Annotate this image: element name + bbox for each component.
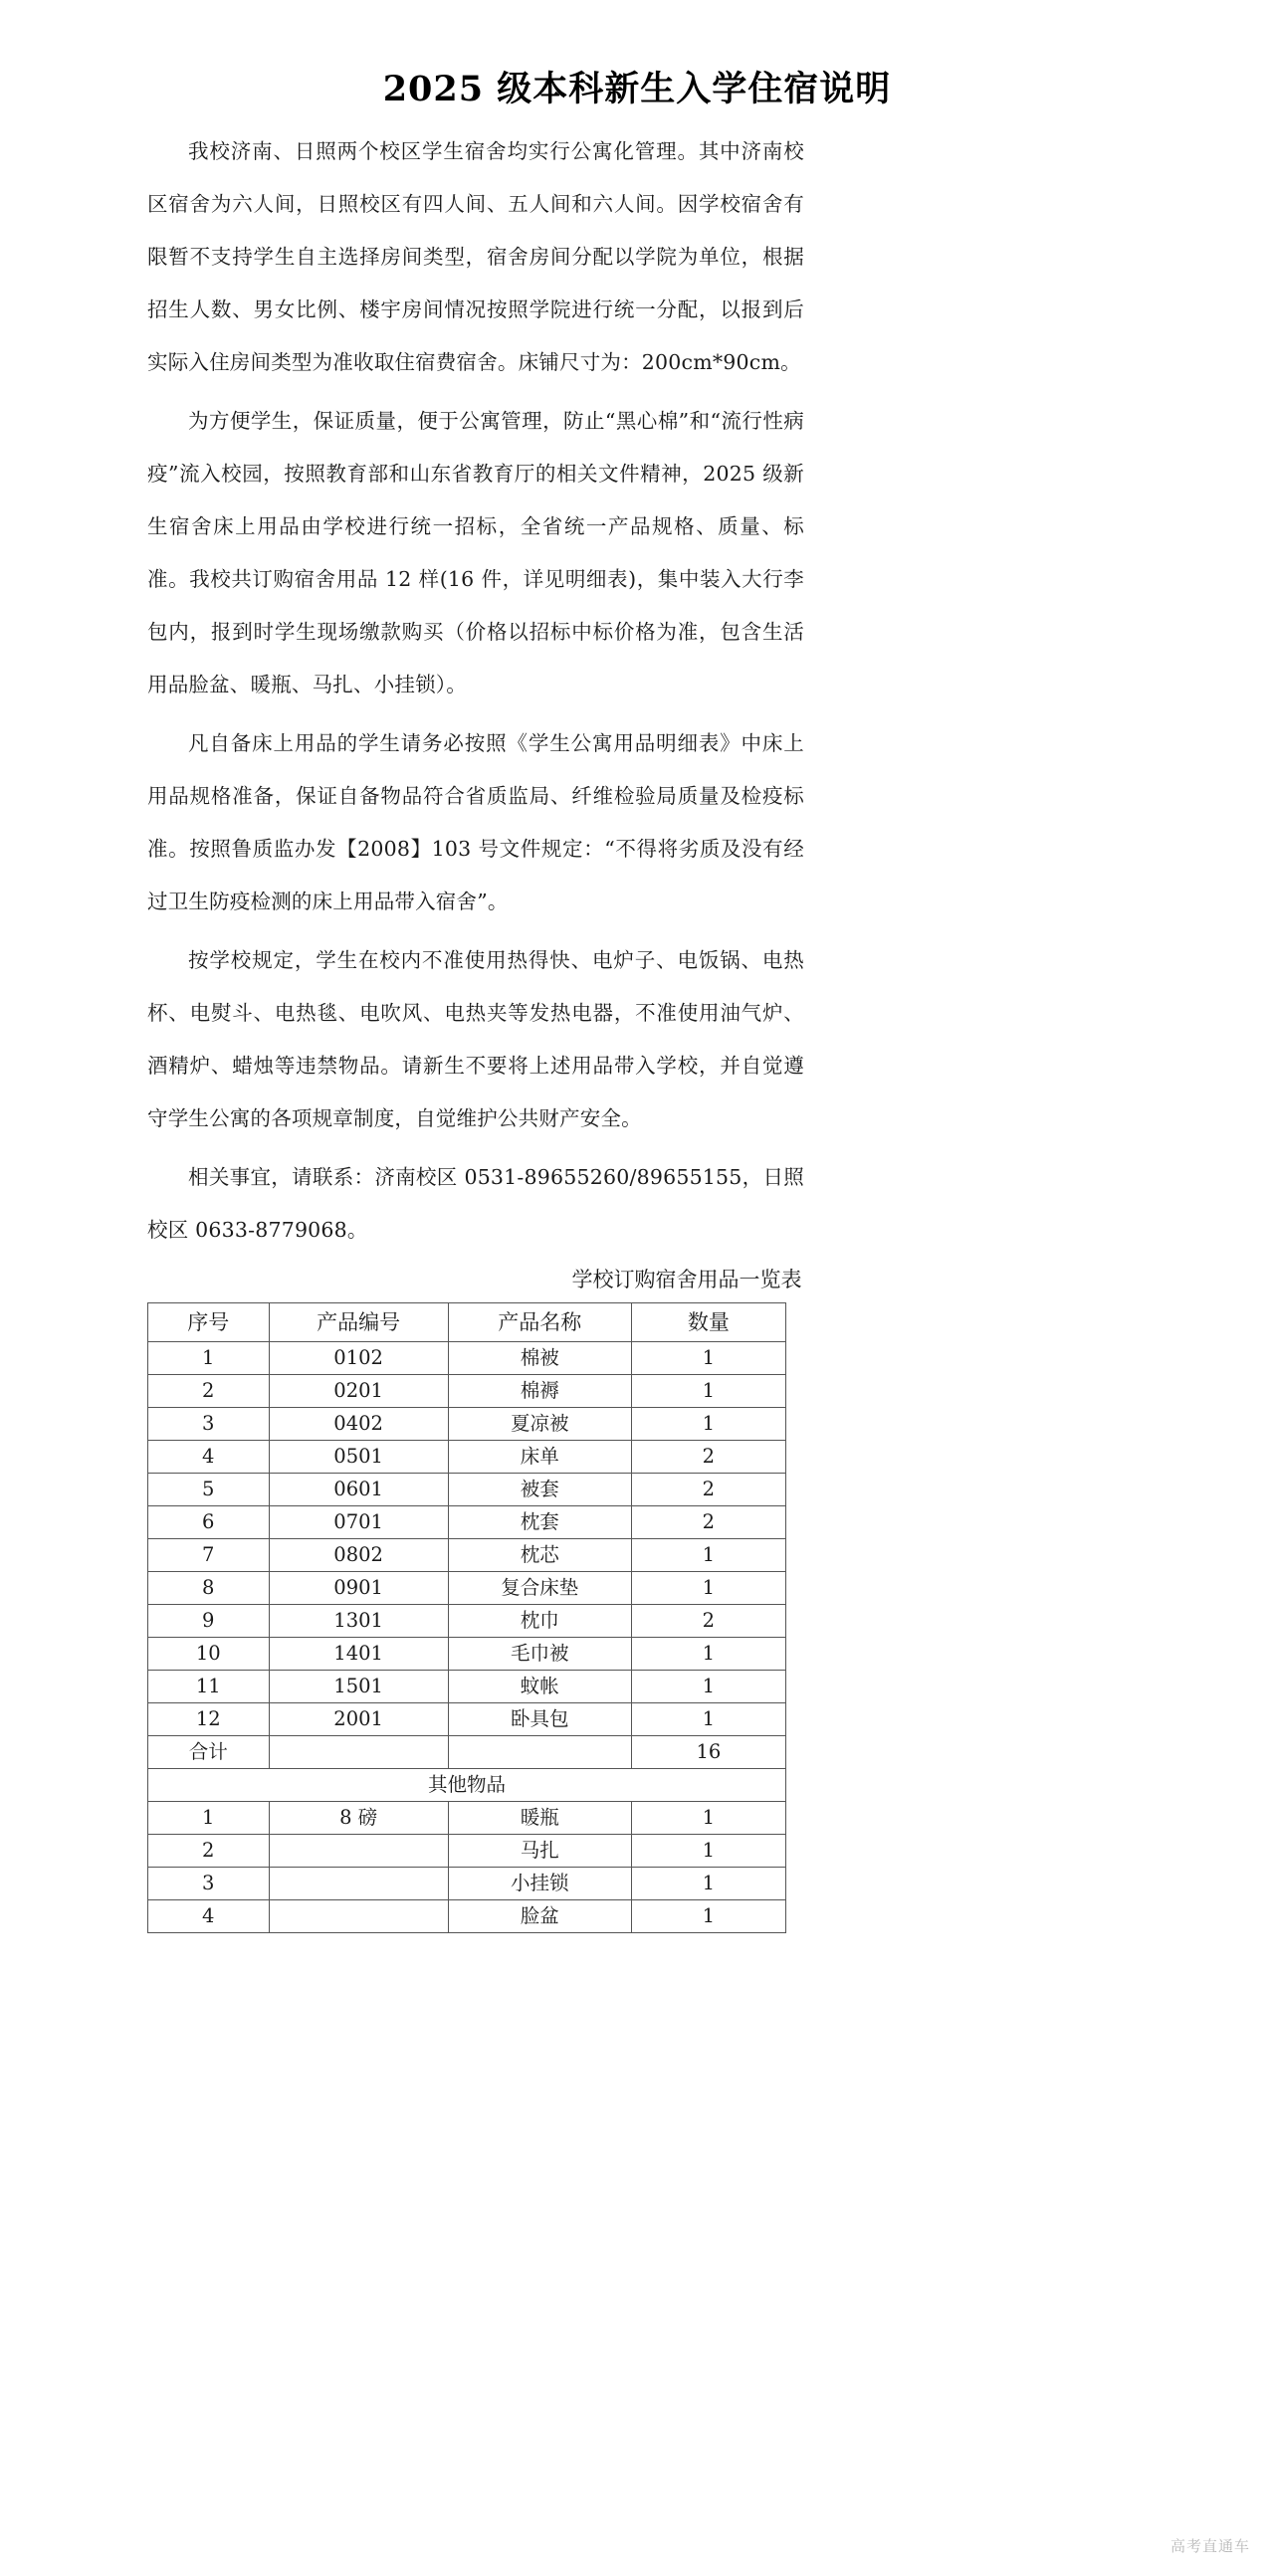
table-row <box>148 1441 786 1474</box>
table-section-row <box>148 1769 786 1802</box>
cell-name: 床单 <box>448 1441 631 1474</box>
cell-qty: 2 <box>631 1605 785 1638</box>
paragraph-1: 我校济南、日照两个校区学生宿舍均实行公寓化管理。其中济南校区宿舍为六人间，日照校区有四人间、五人间和六人间。因学校宿舍有限暂不支持学生自主选择房间类型，宿舍房间分配以学院为单位，根据招生人数、男女比例、楼宇房间情况按照学院进行统一分配，以报到后实际入住房间类型为准收取住宿费宿舍。床铺尺寸为：200cm*90cm。 <box>147 139 804 374</box>
column-header-no: 序号 <box>148 1303 270 1342</box>
cell-name: 卧具包 <box>448 1703 631 1736</box>
paragraph-2: 为方便学生，保证质量，便于公寓管理，防止“黑心棉”和“流行性病疫”流入校园，按照教育部和山东省教育厅的相关文件精神，2025 级新生宿舍床上用品由学校进行统一招标，全省统一产品规格、质量、标准。我校共订购宿舍用品 12 样(16 件，详见明细表)，集中装入大行李包内，报到时学生现场缴款购买（价格以招标中标价格为准，包含生活用品脸盆、暖瓶、马扎、小挂锁）。 <box>147 409 804 696</box>
cell-no: 8 <box>148 1572 270 1605</box>
paragraph-5-contact: 相关事宜，请联系：济南校区 0531-89655260/89655155，日照校区 0633-8779068。 <box>147 1165 804 1242</box>
cell-qty: 2 <box>631 1506 785 1539</box>
table-row <box>148 1408 786 1441</box>
cell-code: 0102 <box>269 1342 448 1375</box>
cell-code: 0802 <box>269 1539 448 1572</box>
table-total-row <box>148 1736 786 1769</box>
cell-no: 1 <box>148 1802 270 1835</box>
cell-qty: 1 <box>631 1539 785 1572</box>
cell-code: 0701 <box>269 1506 448 1539</box>
table-row <box>148 1703 786 1736</box>
cell-qty: 1 <box>631 1342 785 1375</box>
cell-no: 12 <box>148 1703 270 1736</box>
cell-code <box>269 1868 448 1900</box>
cell-name: 枕套 <box>448 1506 631 1539</box>
cell-no: 6 <box>148 1506 270 1539</box>
cell-qty: 1 <box>631 1375 785 1408</box>
cell-name: 夏凉被 <box>448 1408 631 1441</box>
table-row <box>148 1835 786 1868</box>
cell-no: 1 <box>148 1342 270 1375</box>
cell-qty: 1 <box>631 1408 785 1441</box>
table-row <box>148 1900 786 1933</box>
cell-code: 1501 <box>269 1671 448 1703</box>
cell-qty: 2 <box>631 1474 785 1506</box>
table-row <box>148 1375 786 1408</box>
cell-code <box>269 1900 448 1933</box>
cell-code: 0402 <box>269 1408 448 1441</box>
cell-qty: 1 <box>631 1900 785 1933</box>
cell-name: 棉被 <box>448 1342 631 1375</box>
dorm-supplies-table <box>147 1302 786 1933</box>
column-header-code: 产品编号 <box>269 1303 448 1342</box>
total-name <box>448 1736 631 1769</box>
cell-code <box>269 1835 448 1868</box>
cell-qty: 1 <box>631 1572 785 1605</box>
table-row <box>148 1572 786 1605</box>
cell-qty: 1 <box>631 1703 785 1736</box>
section-label-other-items: 其他物品 <box>148 1769 786 1802</box>
cell-qty: 1 <box>631 1802 785 1835</box>
table-row <box>148 1638 786 1671</box>
cell-no: 11 <box>148 1671 270 1703</box>
cell-no: 7 <box>148 1539 270 1572</box>
cell-code: 8 磅 <box>269 1802 448 1835</box>
cell-no: 4 <box>148 1900 270 1933</box>
cell-name: 毛巾被 <box>448 1638 631 1671</box>
watermark: 高考直通车 <box>1169 2537 1250 2555</box>
paragraph-3: 凡自备床上用品的学生请务必按照《学生公寓用品明细表》中床上用品规格准备，保证自备物品符合省质监局、纤维检验局质量及检疫标准。按照鲁质监办发【2008】103 号文件规定：“不得将劣质及没有经过卫生防疫检测的床上用品带入宿舍”。 <box>147 731 804 913</box>
table-row <box>148 1868 786 1900</box>
document-body <box>147 125 804 1257</box>
cell-no: 3 <box>148 1868 270 1900</box>
total-label: 合计 <box>148 1736 270 1769</box>
cell-no: 2 <box>148 1375 270 1408</box>
cell-qty: 1 <box>631 1868 785 1900</box>
cell-code: 1401 <box>269 1638 448 1671</box>
cell-no: 9 <box>148 1605 270 1638</box>
table-header-row <box>148 1303 786 1342</box>
cell-name: 枕芯 <box>448 1539 631 1572</box>
cell-name: 复合床垫 <box>448 1572 631 1605</box>
table-row <box>148 1342 786 1375</box>
cell-name: 枕巾 <box>448 1605 631 1638</box>
cell-no: 3 <box>148 1408 270 1441</box>
cell-name: 马扎 <box>448 1835 631 1868</box>
cell-name: 棉褥 <box>448 1375 631 1408</box>
cell-qty: 1 <box>631 1835 785 1868</box>
paragraph-4: 按学校规定，学生在校内不准使用热得快、电炉子、电饭锅、电热杯、电熨斗、电热毯、电吹风、电热夹等发热电器，不准使用油气炉、酒精炉、蜡烛等违禁物品。请新生不要将上述用品带入学校，并自觉遵守学生公寓的各项规章制度，自觉维护公共财产安全。 <box>147 948 804 1130</box>
table-row <box>148 1539 786 1572</box>
table-row <box>148 1671 786 1703</box>
cell-no: 5 <box>148 1474 270 1506</box>
cell-no: 2 <box>148 1835 270 1868</box>
cell-qty: 1 <box>631 1671 785 1703</box>
total-code <box>269 1736 448 1769</box>
total-qty: 16 <box>631 1736 785 1769</box>
cell-code: 0601 <box>269 1474 448 1506</box>
cell-name: 暖瓶 <box>448 1802 631 1835</box>
cell-name: 被套 <box>448 1474 631 1506</box>
cell-no: 4 <box>148 1441 270 1474</box>
cell-code: 1301 <box>269 1605 448 1638</box>
table-row <box>148 1605 786 1638</box>
cell-name: 脸盆 <box>448 1900 631 1933</box>
column-header-qty: 数量 <box>631 1303 785 1342</box>
table-row <box>148 1506 786 1539</box>
page-title: 2025 级本科新生入学住宿说明 <box>382 69 892 109</box>
cell-name: 蚊帐 <box>448 1671 631 1703</box>
cell-no: 10 <box>148 1638 270 1671</box>
cell-qty: 1 <box>631 1638 785 1671</box>
table-row <box>148 1474 786 1506</box>
cell-code: 0901 <box>269 1572 448 1605</box>
column-header-name: 产品名称 <box>448 1303 631 1342</box>
cell-code: 0501 <box>269 1441 448 1474</box>
cell-code: 0201 <box>269 1375 448 1408</box>
cell-name: 小挂锁 <box>448 1868 631 1900</box>
cell-code: 2001 <box>269 1703 448 1736</box>
table-row <box>148 1802 786 1835</box>
cell-qty: 2 <box>631 1441 785 1474</box>
table-caption: 学校订购宿舍用品一览表 <box>571 1268 802 1291</box>
